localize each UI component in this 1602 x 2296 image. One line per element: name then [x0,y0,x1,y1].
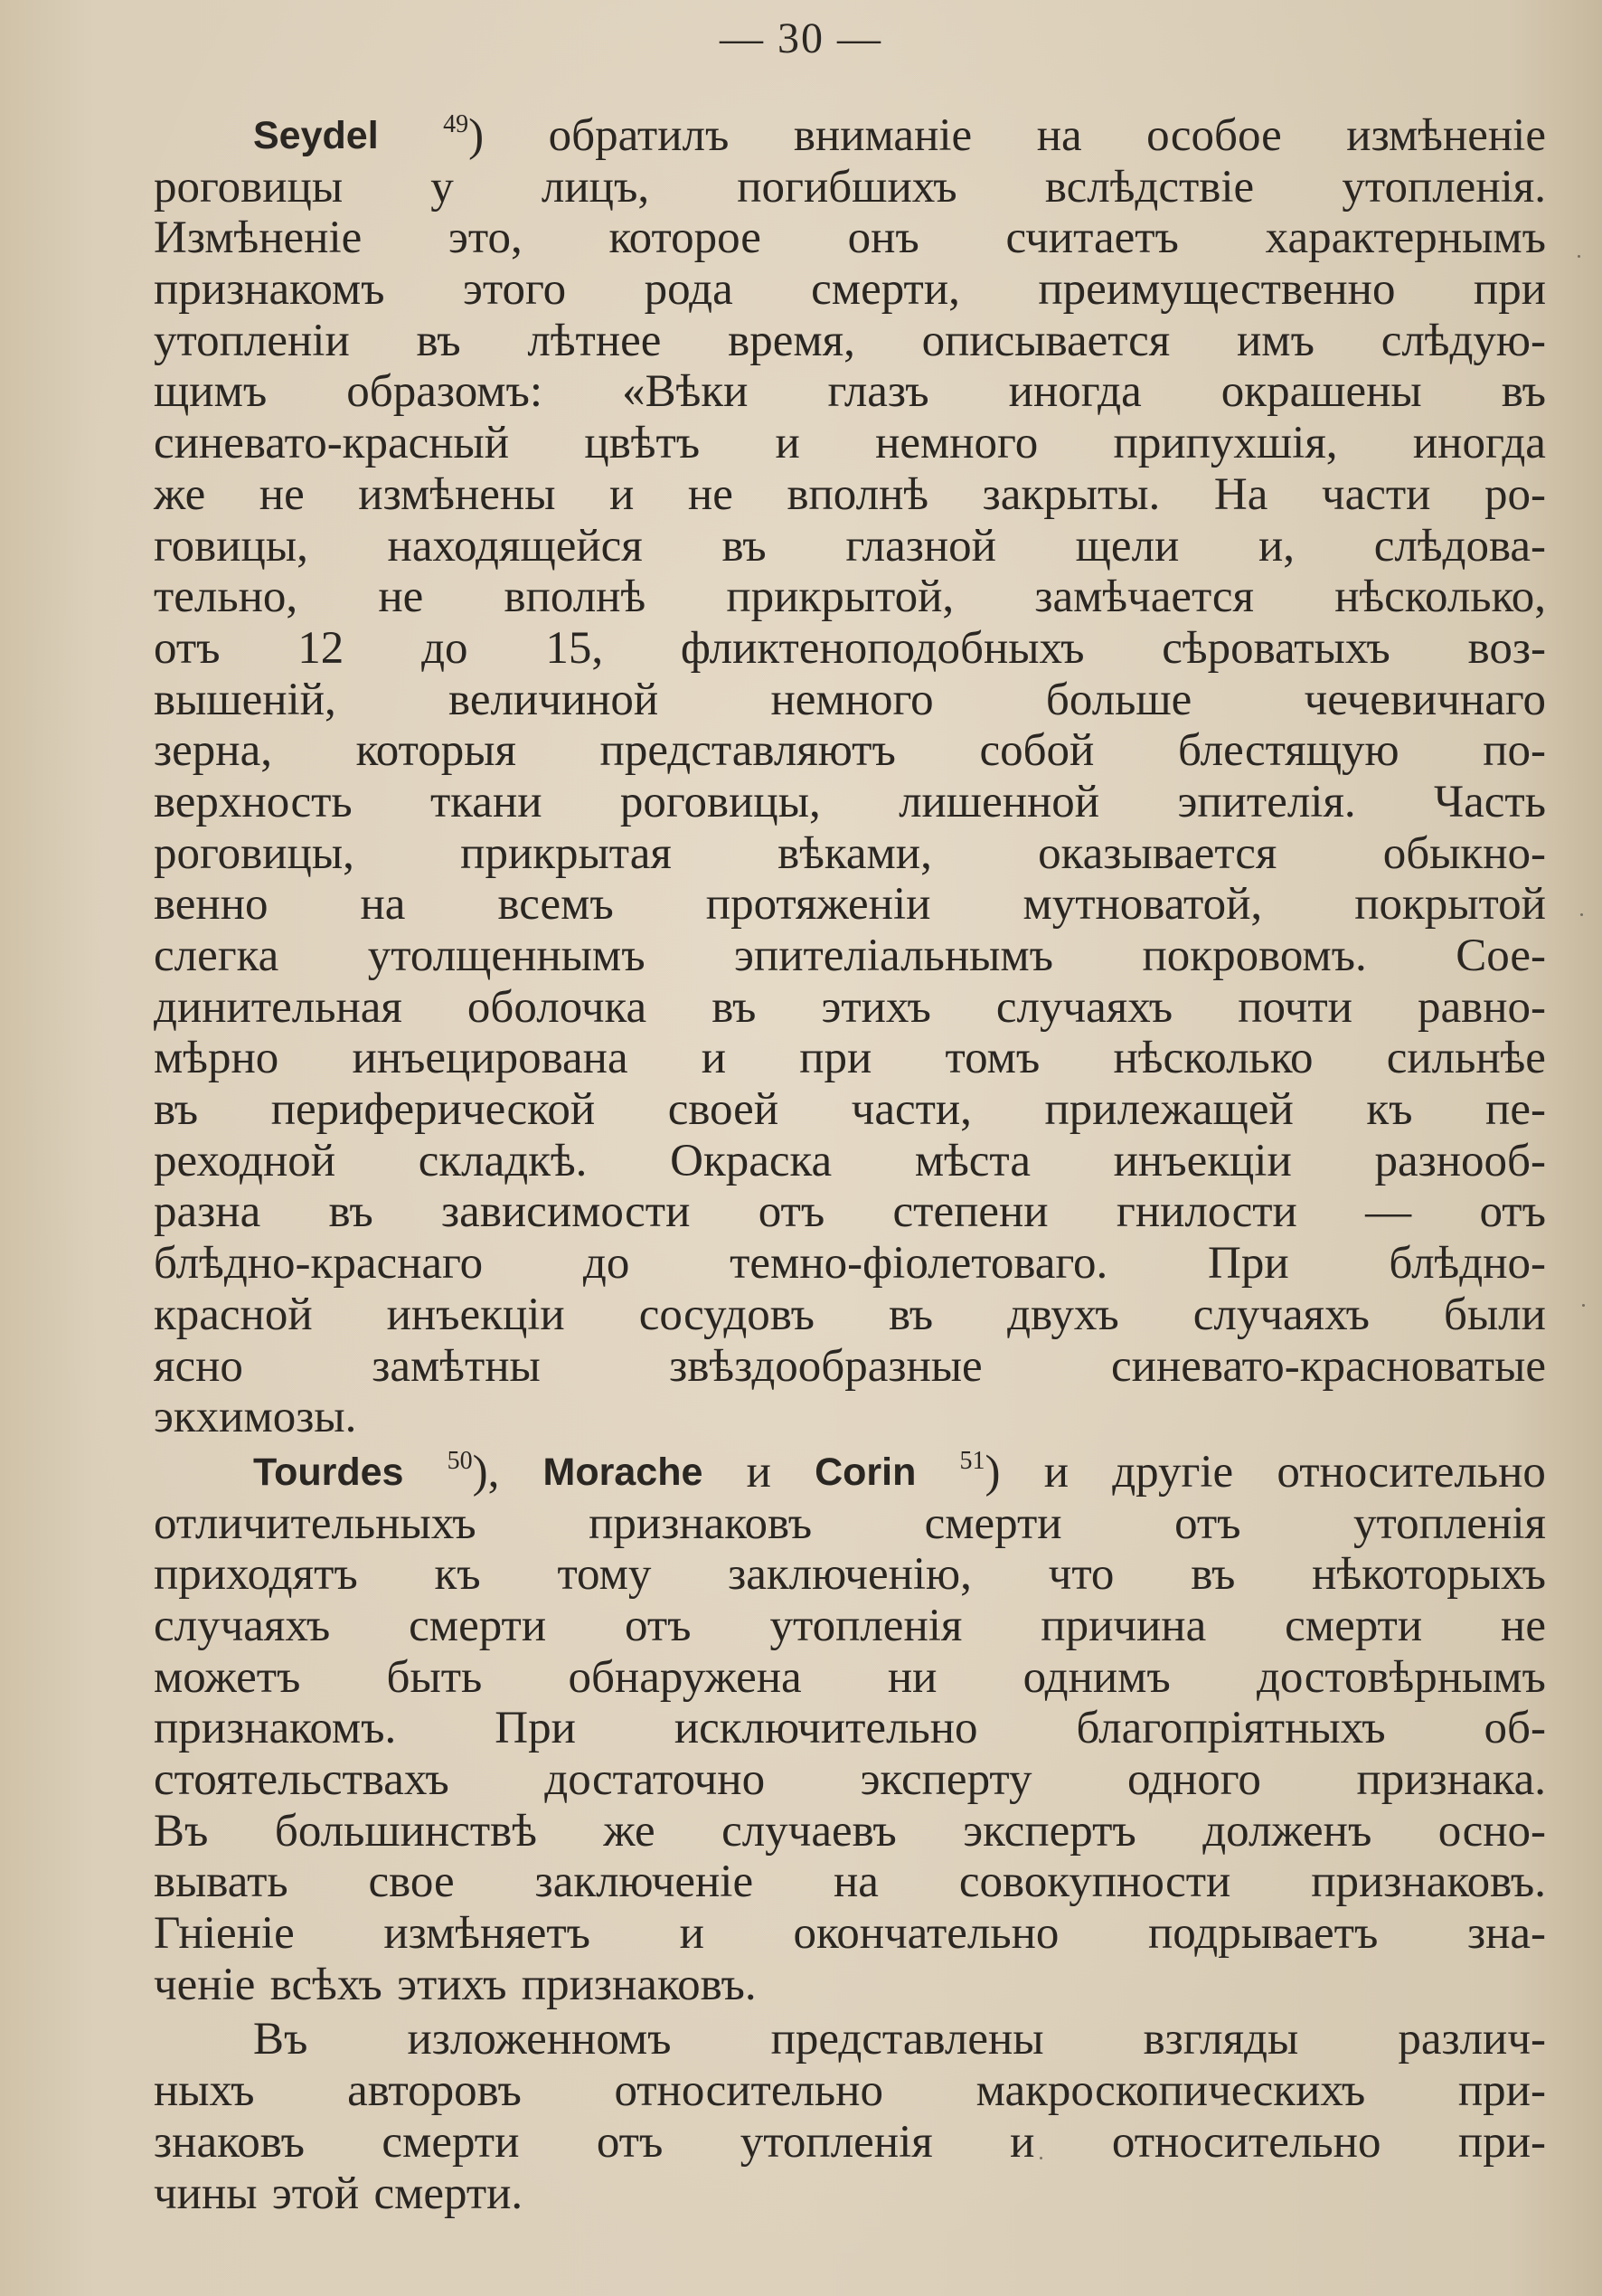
text-line [154,418,1546,469]
word: при [799,1033,872,1084]
word: глазной [845,520,996,572]
word: вслѣдствіе [1044,161,1255,213]
word: Часть [1434,776,1546,827]
text-line [154,1601,1546,1652]
word: покрытой [1354,879,1546,931]
word: не [378,572,424,623]
word: отъ [154,622,221,674]
word: $^{49}$) [443,110,485,161]
word: не [1501,1600,1546,1651]
word: мѣста [914,1135,1031,1186]
word: экхимозы. [154,1392,357,1443]
word: относительно [1111,2116,1381,2168]
word: и [775,418,800,469]
word: утопленіи [154,315,350,366]
word: измѣняетъ [383,1908,591,1960]
word: блѣдно-краснаго [154,1238,484,1290]
word: отъ [1479,1186,1546,1238]
word: благопріятныхъ [1076,1703,1386,1754]
word: припухшія, [1113,418,1338,469]
word: время, [728,315,855,366]
word: складкѣ. [418,1135,588,1186]
word: имъ [1237,315,1315,366]
word: и [609,468,635,520]
word: красной [154,1289,313,1340]
word: окончательно [793,1908,1060,1960]
text-line [154,623,1546,675]
word: нѣсколько, [1334,572,1546,623]
text-line [154,1392,1546,1443]
word: измѣненіе [1346,110,1546,161]
word: причина [1041,1600,1207,1651]
word: смерти, [811,264,960,316]
word: чечевичнаго [1304,674,1546,725]
text-line [154,1703,1546,1754]
word: инъекціи [1113,1135,1292,1186]
text-line [154,2065,1546,2117]
word: чины [154,2168,258,2219]
text-line [154,521,1546,572]
word: верхность [154,776,353,827]
word: щимъ [154,366,268,418]
word: разнооб- [1374,1135,1546,1186]
text-line [154,1084,1546,1136]
word: вѣками, [777,827,932,879]
word: заключенію, [728,1549,972,1601]
word: Окраска [670,1135,833,1186]
word: при- [1457,2065,1546,2117]
word: периферической [270,1084,596,1136]
text-line [154,366,1546,418]
word: темно-фіолетоваго. [730,1238,1108,1290]
word: стоятельствахъ [154,1754,449,1805]
word: части, [851,1084,972,1136]
word: онъ [847,213,919,264]
word: смерти [1285,1600,1423,1651]
word: больше [1045,674,1192,725]
paper-speck [1582,1304,1585,1307]
word: случаяхъ [154,1600,331,1651]
word: цвѣтъ [584,418,701,469]
word: динительная [154,981,402,1033]
word: мѣрно [154,1033,279,1084]
word: на [360,879,406,931]
word: Сое- [1456,931,1546,981]
word: долженъ [1202,1805,1372,1857]
word: утолщеннымъ [367,931,646,981]
word: окрашены [1220,366,1422,418]
word: говицы, [154,520,308,572]
word: почти [1238,981,1352,1033]
word: свое [368,1857,455,1908]
word: — [1365,1186,1412,1238]
word: были [1443,1289,1546,1340]
word: случаяхъ [995,981,1173,1033]
word: другіе [1112,1446,1234,1498]
word: 15, [545,622,604,674]
word: смерти. [373,2168,523,2219]
text-line [154,2117,1546,2168]
word: къ [434,1549,481,1601]
word: нѣкоторыхъ [1312,1549,1546,1601]
word: роговицы [154,161,344,213]
word: смерти [924,1498,1062,1549]
text-line [154,879,1546,931]
word: при- [1457,2116,1546,2168]
word: погибшихъ [737,161,957,213]
text-line [154,931,1546,982]
word: части [1321,468,1431,520]
paper-speck [1040,2157,1042,2159]
word: достовѣрнымъ [1256,1651,1546,1703]
word: оказывается [1038,827,1277,879]
word: При [495,1703,576,1754]
word: своей [667,1084,779,1136]
word: и [1043,1446,1069,1498]
text-line [154,2014,1546,2065]
word: пе- [1485,1084,1546,1136]
word: знаковъ [154,2116,305,2168]
word: замѣтны [372,1340,541,1392]
word: разна [154,1186,261,1238]
word: закрыты. [982,468,1161,520]
word: равно- [1418,981,1546,1033]
word: слѣдую- [1381,315,1546,366]
word: экспертъ [963,1805,1136,1857]
word: вышеній, [154,674,336,725]
word: можетъ [154,1651,301,1703]
text-line [154,572,1546,623]
word: тельно, [154,572,298,623]
word: утопленія [1353,1498,1546,1549]
word: и [701,1033,727,1084]
word: признаковъ [589,1498,813,1549]
word: характернымъ [1265,213,1546,264]
word: $^{51}$) [959,1446,1001,1498]
text-line [154,1136,1546,1187]
word: протяженіи [705,879,931,931]
word: въ [1191,1549,1236,1601]
word: эпителіальнымъ [734,931,1054,981]
word: не [259,468,305,520]
word: отъ [1174,1498,1241,1549]
word: признака. [1356,1754,1546,1805]
word: въ [416,315,461,366]
text-line [154,1290,1546,1341]
word: большинствѣ [274,1805,537,1857]
word: Измѣненіе [154,213,363,264]
text-line [154,316,1546,367]
word: отъ [596,2116,664,2168]
word: инъекціи [386,1289,565,1340]
word: венно [154,879,269,931]
text-line [154,675,1546,726]
word: немного [770,674,934,725]
word: въ [888,1289,934,1340]
word: Morache [542,1450,703,1494]
word: звѣздообразные [669,1340,983,1392]
word: покровомъ. [1142,931,1367,981]
word: обратилъ [548,110,730,161]
text-line [154,1549,1546,1601]
word: гнилости [1116,1186,1297,1238]
word: фликтеноподобныхъ [680,622,1085,674]
word: тому [557,1549,652,1601]
word: макроскопическихъ [975,2065,1366,2117]
word: по- [1483,725,1546,777]
body-text [154,110,1546,2219]
word: однимъ [1022,1651,1171,1703]
word: эпителія. [1177,776,1356,827]
word: ясно [154,1340,243,1392]
word: въ [721,520,767,572]
word: до [582,1238,630,1290]
word: рода [644,264,733,316]
word: которыя [355,725,516,777]
word: описывается [921,315,1171,366]
word: вполнѣ [504,572,646,623]
word: слегка [154,931,279,981]
word: иногда [1008,366,1142,418]
word: прикрытая [460,827,672,879]
word: На [1213,468,1268,520]
word: относительно [1277,1446,1546,1498]
word: зависимости [441,1186,691,1238]
word: образомъ: [346,366,543,418]
word: въ [711,981,757,1033]
word: Tourdes [253,1450,404,1494]
text-line [154,725,1546,777]
word: совокупности [958,1857,1231,1908]
word: эксперту [860,1754,1032,1805]
word: преимущественно [1038,264,1396,316]
word: блѣдно- [1389,1238,1546,1290]
word: ченіе [154,1959,256,2010]
word: «Вѣки [622,366,749,418]
word: ни [887,1651,938,1703]
word: отличительныхъ [154,1498,476,1549]
word: сильнѣе [1386,1033,1546,1084]
word: томъ [945,1033,1041,1084]
text-line [154,2168,1546,2220]
word: При [1208,1238,1289,1290]
word: случаяхъ [1192,1289,1371,1340]
word: вывать [154,1857,288,1908]
word: всѣхъ [269,1959,382,2010]
text-line [154,777,1546,828]
word: собой [979,725,1095,777]
word: синевато-красный [154,418,510,469]
word: двухъ [1007,1289,1119,1340]
word: въ [1501,366,1546,418]
word: измѣнены [358,468,556,520]
word: вполнѣ [787,468,929,520]
word: сосудовъ [638,1289,815,1340]
word: у [430,161,454,213]
word: къ [1366,1084,1413,1136]
word: прикрытой, [726,572,955,623]
word: роговицы, [154,827,354,879]
word: обнаружена [568,1651,802,1703]
text-line [154,1341,1546,1393]
word: которое [608,213,761,264]
word: же [154,468,206,520]
word: отъ [625,1600,692,1651]
word: относительно [614,2065,883,2117]
word: этихъ [821,981,931,1033]
page-number: — 30 — [720,14,882,62]
word: слѣдова- [1373,520,1546,572]
word: случаевъ [721,1805,897,1857]
word: смерти [382,2116,520,2168]
text-line [154,1857,1546,1908]
word: отъ [758,1186,825,1238]
word: различ- [1398,2014,1546,2065]
word: достаточно [544,1754,766,1805]
text-line [154,1908,1546,1960]
text-line [154,264,1546,316]
text-line [154,213,1546,264]
text-line [154,1447,1546,1498]
text-line [154,1806,1546,1857]
word: взгляды [1143,2014,1299,2065]
word: замѣчается [1034,572,1254,623]
word: глазъ [827,366,929,418]
word: оболочка [466,981,647,1033]
word: признакомъ. [154,1703,397,1754]
word: мутноватой, [1022,879,1263,931]
word: величиной [448,674,659,725]
word: же [603,1805,655,1857]
word: щели [1075,520,1180,572]
text-line [154,1754,1546,1806]
word: считаетъ [1005,213,1179,264]
word: нѣсколько [1113,1033,1314,1084]
word: Въ [253,2014,308,2065]
word: и [746,1446,771,1498]
word: $^{50}$), [447,1446,500,1498]
word: при [1473,264,1546,316]
word: синевато-красноватые [1111,1340,1546,1392]
word: утопленія [769,1600,963,1651]
word: немного [875,418,1039,469]
word: изложенномъ [407,2014,672,2065]
word: признаковъ. [521,1959,757,2010]
word: утопленія. [1342,161,1546,213]
word: смерти [409,1600,547,1651]
word: исключительно [674,1703,978,1754]
word: на [834,1857,879,1908]
word: зна- [1466,1908,1546,1960]
word: особое [1146,110,1282,161]
word: авторовъ [347,2065,522,2117]
word: подрываетъ [1147,1908,1379,1960]
paper-speck [1578,255,1580,258]
text-line [154,1186,1546,1238]
word: ро- [1484,468,1546,520]
word: зерна, [154,725,272,777]
word: ткани [430,776,542,827]
word: осно- [1437,1805,1546,1857]
word: вниманіе [793,110,973,161]
text-line [154,1960,1546,2011]
word: этого [462,264,567,316]
word: приходятъ [154,1549,358,1601]
text-line [154,1238,1546,1290]
word: признаковъ. [1311,1857,1546,1908]
text-line [154,1498,1546,1550]
word: и, [1258,520,1296,572]
word: реходной [154,1135,336,1186]
word: признакомъ [154,264,385,316]
word: ныхъ [154,2065,255,2117]
word: заключеніе [534,1857,754,1908]
word: представляютъ [599,725,896,777]
word: на [1036,110,1082,161]
word: этихъ [397,1959,507,2010]
word: инъецирована [352,1033,628,1084]
paper-speck [1580,913,1583,916]
word: Corin [815,1450,917,1494]
word: что [1048,1549,1115,1601]
word: степени [892,1186,1049,1238]
word: представлены [770,2014,1044,2065]
word: быть [386,1651,483,1703]
word: не [687,468,733,520]
word: лицъ, [541,161,650,213]
word: въ [328,1186,373,1238]
text-line [154,110,1546,162]
word: об- [1484,1703,1546,1754]
text-line [154,828,1546,880]
word: Seydel [253,114,379,157]
word: Въ [154,1805,209,1857]
word: всемъ [497,879,614,931]
word: Гніеніе [154,1908,295,1960]
word: прилежащей [1044,1084,1294,1136]
text-line [154,1652,1546,1704]
text-line [154,469,1546,521]
word: лѣтнее [527,315,662,366]
word: въ [154,1084,199,1136]
word: это, [448,213,523,264]
word: обыкно- [1382,827,1546,879]
word: блестящую [1177,725,1399,777]
text-line [154,1033,1546,1084]
word: находящейся [387,520,643,572]
word: одного [1127,1754,1261,1805]
text-line [154,162,1546,213]
word: до [421,622,468,674]
word: этой [271,2168,360,2219]
word: утопленія [740,2116,933,2168]
text-line [154,982,1546,1034]
word: сѣроватыхъ [1162,622,1390,674]
word: лишенной [899,776,1100,827]
word: роговицы, [619,776,821,827]
word: иногда [1412,418,1546,469]
word: и [679,1908,704,1960]
word: воз- [1467,622,1546,674]
word: 12 [297,622,344,674]
word: и [1010,2116,1035,2168]
